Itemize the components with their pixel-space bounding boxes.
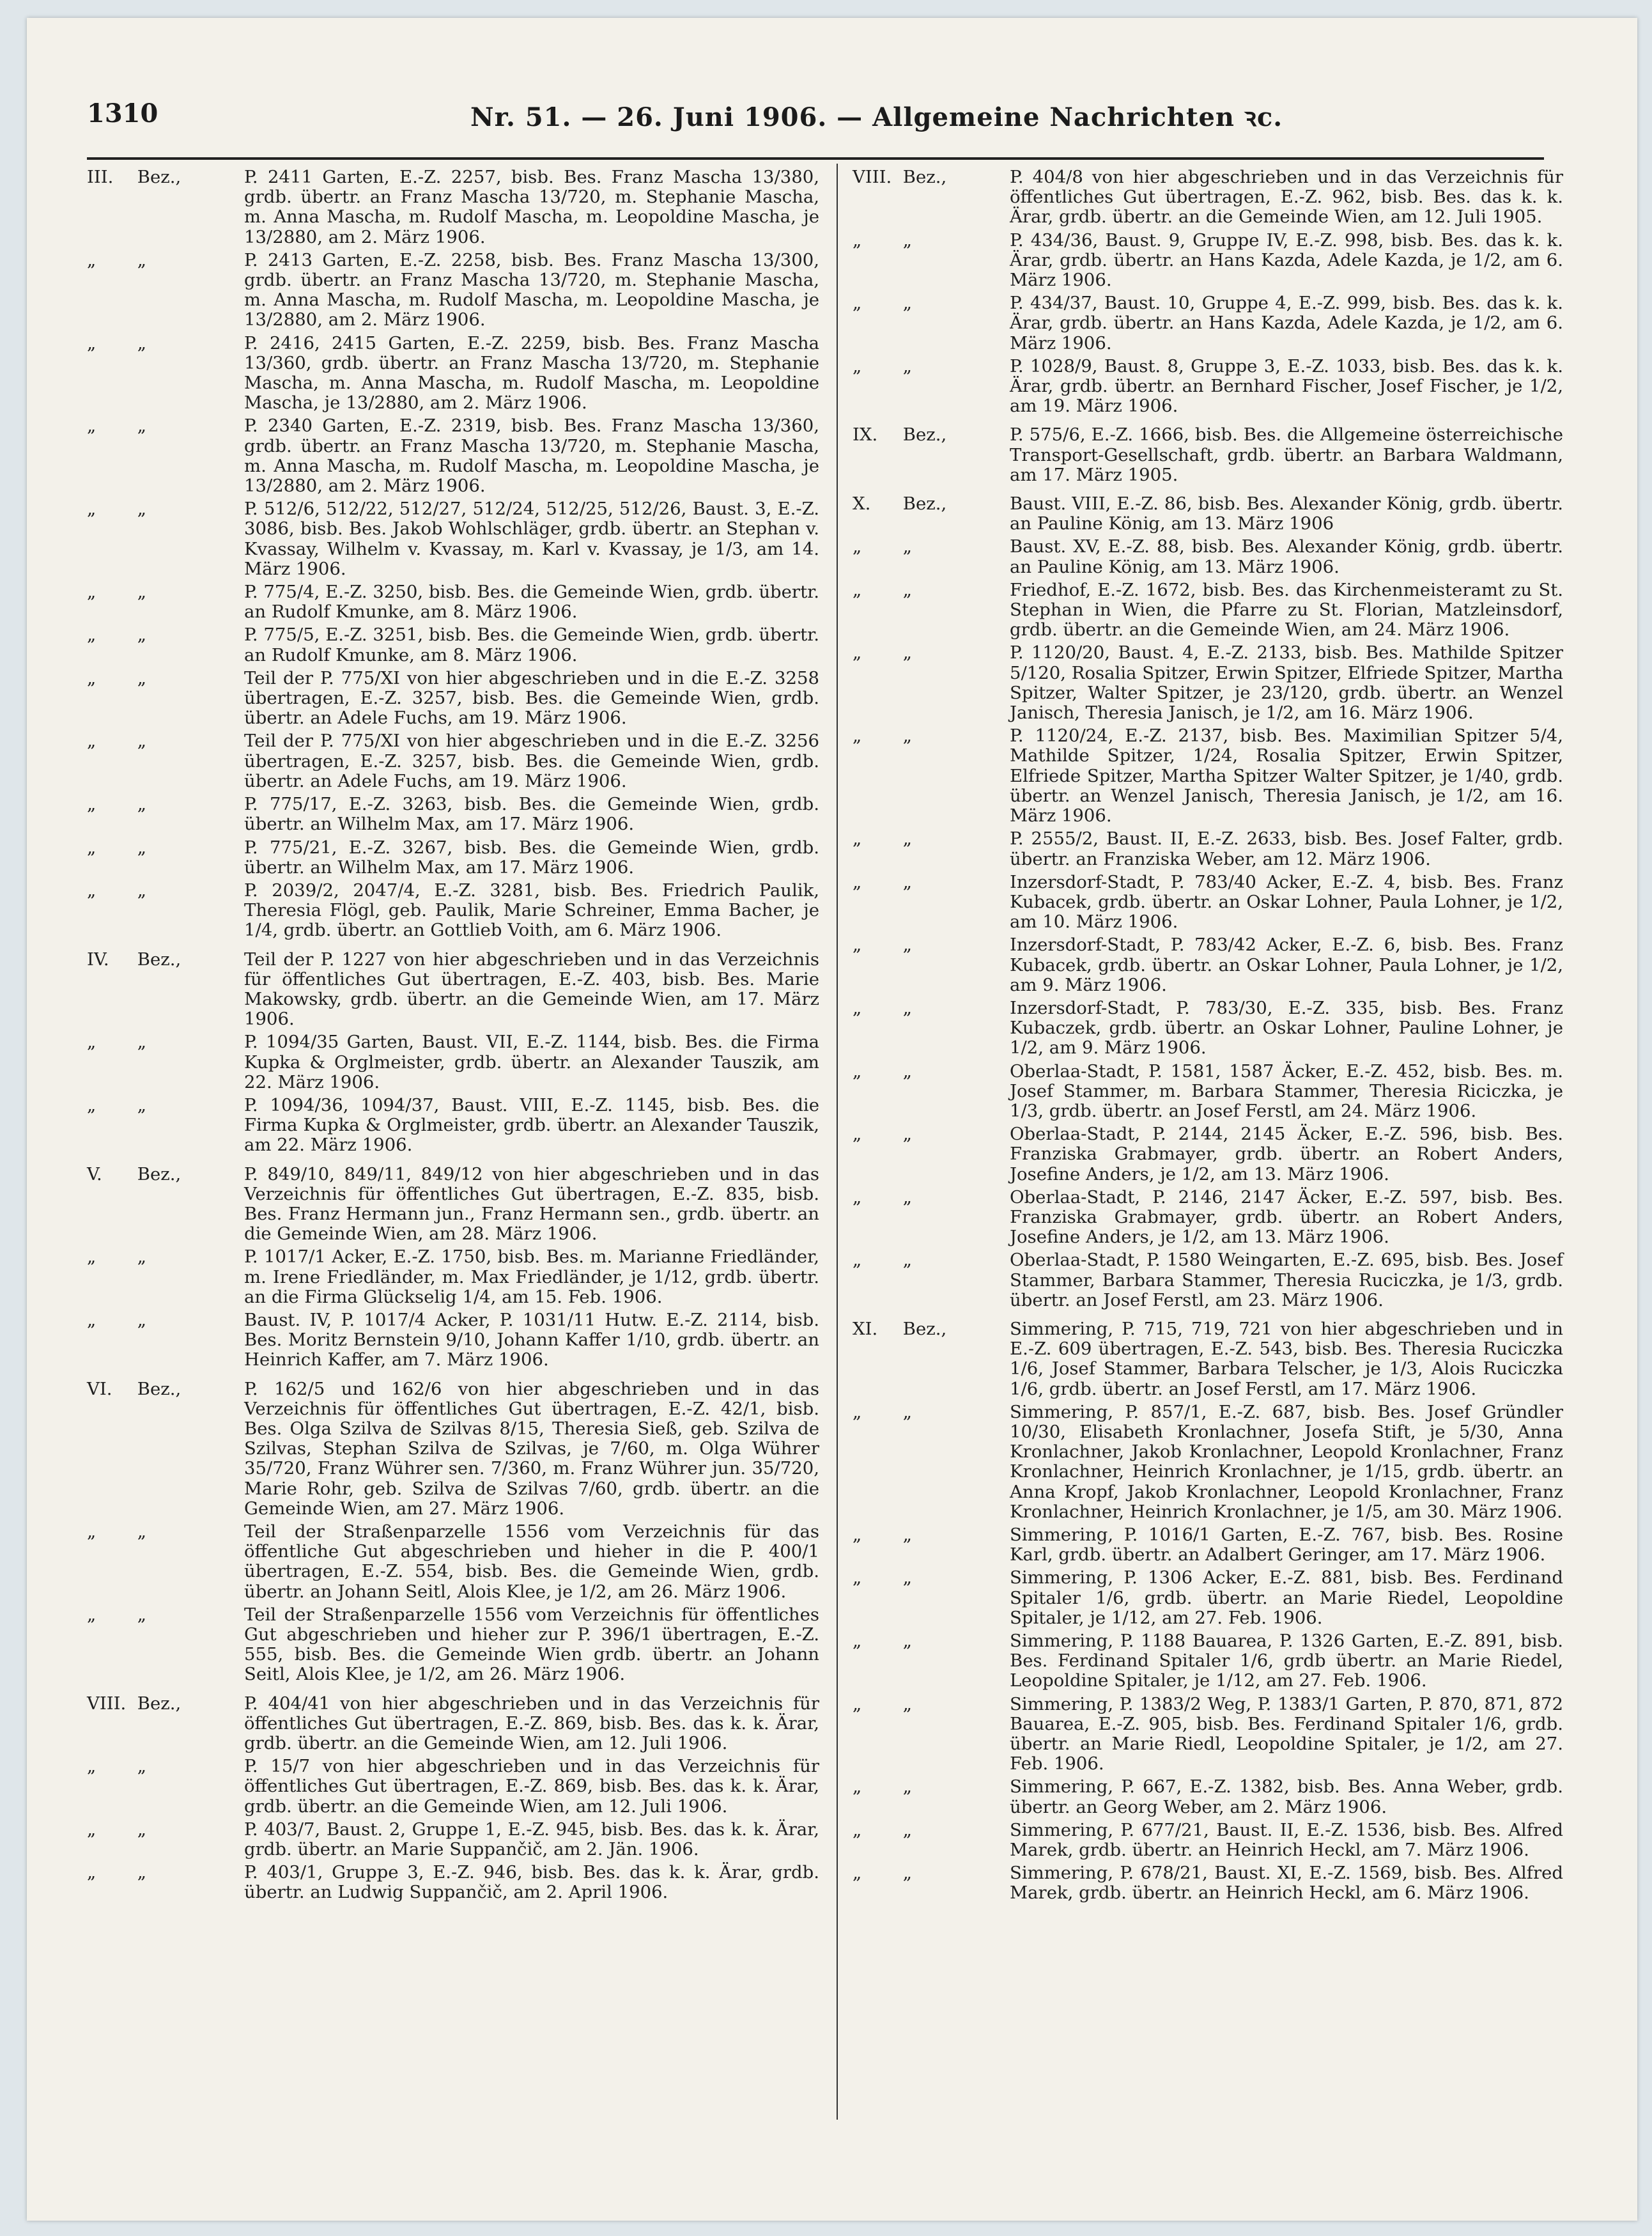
- entry-text: Teil der P. 1227 von hier abgeschrieben und in das Verzeichnis für öffentliches Gut übertragen, E.-Z. 403, bisb. Bes. Marie Makowsky, grdb. übertr. an die Gemeinde Wien, am 17. März 1906.: [244, 949, 819, 1030]
- entry-text: Oberlaa-Stadt, P. 1580 Weingarten, E.-Z. 695, bisb. Bes. Josef Stammer, Barbara Stammer, Theresia Ruciczka, je 1/3, grdb. übertr. an Josef Ferstl, am 23. März 1906.: [1010, 1250, 1563, 1310]
- district-numeral: „: [853, 828, 862, 850]
- entry-text: P. 2555/2, Baust. II, E.-Z. 2633, bisb. Bes. Josef Falter, grdb. übertr. an Franziska Weber, am 12. März 1906.: [1010, 828, 1563, 869]
- entry-text: Simmering, P. 1306 Acker, E.-Z. 881, bisb. Bes. Ferdinand Spitaler 1/6, grdb. übertr. an Marie Riedel, Leopoldine Spitaler, je 1/12, am 27. Feb. 1906.: [1010, 1567, 1563, 1628]
- district-numeral: „: [87, 332, 96, 353]
- register-entry: [87, 416, 819, 496]
- register-entry: [87, 950, 819, 1030]
- district-numeral: „: [853, 642, 862, 664]
- entry-text: P. 15/7 von hier abgeschrieben und in das Verzeichnis für öffentliches Gut übertragen, E.-Z. 869, bisb. Bes. das k. k. Ärar, grdb. übertr. an die Gemeinde Wien, am 12. Juli 1906.: [244, 1756, 819, 1817]
- entry-district: [853, 1863, 1003, 1883]
- district-marker: „: [132, 1094, 146, 1115]
- entry-text: Teil der Straßenparzelle 1556 vom Verzeichnis für öffentliches Gut abgeschrieben und hieher zur P. 396/1 übertragen, E.-Z. 555, bisb. Bes. die Gemeinde Wien grdb. übertr. an Johann Seitl, Alois Klee, je 1/2, am 26. März 1906.: [244, 1604, 819, 1685]
- district-marker: „: [897, 1124, 912, 1145]
- district-marker: Bez.,: [897, 493, 947, 515]
- entry-district: [853, 935, 1003, 955]
- district-numeral: „: [853, 355, 862, 377]
- entry-district: [853, 1188, 1003, 1207]
- header-rule: [87, 157, 1544, 160]
- district-marker: Bez.,: [897, 167, 947, 187]
- district-numeral: „: [853, 726, 862, 747]
- district-marker: „: [897, 935, 912, 956]
- district-marker: „: [897, 997, 912, 1018]
- entry-district: [87, 251, 238, 270]
- entry-district: [87, 1863, 238, 1883]
- district-marker: „: [132, 731, 146, 752]
- register-entry: [87, 499, 819, 579]
- district-numeral: „: [853, 1060, 862, 1082]
- register-entry: [87, 1522, 819, 1602]
- entry-text: P. 404/41 von hier abgeschrieben und in das Verzeichnis für öffentliches Gut übertragen, E.-Z. 869, bisb. Bes. das k. k. Ärar, grdb. übertr. an die Gemeinde Wien, am 12. Juli 1906.: [244, 1693, 819, 1754]
- entry-text: Inzersdorf-Stadt, P. 783/30, E.-Z. 335, bisb. Bes. Franz Kubaczek, grdb. übertr. an Oskar Lohner, Pauline Lohner, je 1/2, am 9. März 1906.: [1010, 997, 1563, 1059]
- district-numeral: „: [853, 997, 862, 1018]
- register-entry: [87, 1694, 819, 1754]
- register-entry: [87, 731, 819, 791]
- register-entry: [87, 1247, 819, 1307]
- register-entry: [87, 669, 819, 729]
- entry-district: [87, 499, 238, 519]
- entry-text: P. 434/36, Baust. 9, Gruppe IV, E.-Z. 998, bisb. Bes. das k. k. Ärar, grdb. übertr. an Hans Kazda, Adele Kazda, je 1/2, am 6. März 1906.: [1010, 229, 1563, 291]
- register-entry: [853, 494, 1563, 534]
- district-marker: „: [897, 642, 912, 664]
- entry-district: [87, 1694, 238, 1714]
- district-marker: „: [132, 249, 146, 270]
- district-marker: „: [132, 1604, 146, 1625]
- district-marker: „: [897, 828, 912, 850]
- page-number: 1310: [87, 98, 158, 128]
- district-numeral: „: [853, 1776, 862, 1797]
- district-marker: „: [897, 355, 912, 377]
- entry-text: P. 849/10, 849/11, 849/12 von hier abgeschrieben und in das Verzeichnis für öffentliches Gut übertragen, E.-Z. 835, bisb. Bes. Franz Hermann jun., Franz Hermann sen., grdb. übertr. an die Gemeinde Wien, am 28. März 1906.: [244, 1163, 819, 1245]
- entry-district: [87, 416, 238, 436]
- district-numeral: „: [87, 1862, 96, 1883]
- district-marker: „: [897, 293, 912, 314]
- district-marker: „: [897, 1693, 912, 1714]
- district-numeral: „: [87, 1094, 96, 1115]
- entry-text: Baust. XV, E.-Z. 88, bisb. Bes. Alexander König, grdb. übertr. an Pauline König, am 13. März 1906.: [1010, 536, 1563, 577]
- entry-text: Simmering, P. 1016/1 Garten, E.-Z. 767, bisb. Bes. Rosine Karl, grdb. übertr. an Adalbert Geringer, am 17. März 1906.: [1010, 1525, 1563, 1565]
- entry-text: Teil der P. 775/XI von hier abgeschrieben und in die E.-Z. 3256 übertragen, E.-Z. 3257, bisb. Bes. die Gemeinde Wien, grdb. übertr. an Adele Fuchs, am 19. März 1906.: [244, 731, 819, 791]
- district-marker: „: [132, 582, 146, 603]
- district-marker: „: [132, 415, 146, 437]
- entry-district: [87, 1310, 238, 1330]
- entry-text: P. 1094/35 Garten, Baust. VII, E.-Z. 1144, bisb. Bes. die Firma Kupka & Orglmeister, grdb. übertr. an Alexander Tauszik, am 22. März 1906.: [244, 1032, 819, 1092]
- entry-text: Teil der P. 775/XI von hier abgeschrieben und in die E.-Z. 3258 übertragen, E.-Z. 3257, bisb. Bes. die Gemeinde Wien, grdb. übertr. an Adele Fuchs, am 19. März 1906.: [244, 667, 819, 729]
- district-numeral: „: [87, 625, 96, 646]
- entry-text: P. 434/37, Baust. 10, Gruppe 4, E.-Z. 999, bisb. Bes. das k. k. Ärar, grdb. übertr. an Hans Kazda, Adele Kazda, je 1/2, am 6. März 1906.: [1010, 293, 1563, 353]
- district-numeral: „: [87, 1521, 96, 1542]
- entry-text: Friedhof, E.-Z. 1672, bisb. Bes. das Kirchenmeisteramt zu St. Stephan in Wien, die Pfarre zu St. Florian, Matzleinsdorf, grdb. übertr. an die Gemeinde Wien, am 24. März 1906.: [1010, 579, 1563, 641]
- district-numeral: „: [853, 1863, 862, 1884]
- entry-district: [87, 334, 238, 353]
- register-entry: [87, 795, 819, 834]
- district-marker: „: [132, 1309, 146, 1330]
- entry-text: P. 1094/36, 1094/37, Baust. VIII, E.-Z. 1145, bisb. Bes. die Firma Kupka & Orglmeister, grdb. übertr. an Alexander Tauszik, am 22. März 1906.: [244, 1094, 819, 1156]
- register-entry: [87, 1757, 819, 1817]
- register-entry: [853, 1777, 1563, 1817]
- page-header: [87, 95, 1538, 133]
- entry-district: [87, 1522, 238, 1542]
- entry-district: [853, 1631, 1003, 1651]
- district-numeral: „: [853, 935, 862, 956]
- district-numeral: „: [87, 1819, 96, 1840]
- district-numeral: IX.: [853, 424, 878, 446]
- district-marker: „: [132, 1819, 146, 1840]
- district-numeral: „: [853, 1819, 862, 1840]
- entry-district: [853, 1319, 1003, 1339]
- entry-text: P. 1120/24, E.-Z. 2137, bisb. Bes. Maximilian Spitzer 5/4, Mathilde Spitzer, 1/24, Rosalia Spitzer, Erwin Spitzer, Elfriede Spitzer, Martha Spitzer Walter Spitzer, je 1/40, grdb. übertr. an Wenzel Janisch, Theresia Janisch, je 1/2, am 16. März 1906.: [1010, 726, 1563, 827]
- entry-district: [853, 643, 1003, 663]
- entry-text: Simmering, P. 678/21, Baust. XI, E.-Z. 1569, bisb. Bes. Alfred Marek, grdb. übertr. an Heinrich Heckl, am 6. März 1906.: [1010, 1863, 1563, 1904]
- district-numeral: „: [853, 871, 862, 892]
- entry-district: [853, 1695, 1003, 1714]
- entry-text: Oberlaa-Stadt, P. 2144, 2145 Äcker, E.-Z. 596, bisb. Bes. Franziska Grabmayer, grdb. übertr. an Robert Anders, Josefine Anders, je 1/2, am 13. März 1906.: [1010, 1124, 1563, 1184]
- register-entry: [853, 1124, 1563, 1184]
- register-entry: [87, 625, 819, 665]
- district-numeral: „: [87, 582, 96, 603]
- entry-text: Simmering, P. 1188 Bauarea, P. 1326 Garten, E.-Z. 891, bisb. Bes. Ferdinand Spitaler 1/6, grdb übertr. an Marie Riedel, Leopoldine Spitaler, je 1/12, am 27. Feb. 1906.: [1010, 1631, 1563, 1691]
- district-marker: „: [132, 1032, 146, 1053]
- district-marker: „: [897, 1401, 912, 1422]
- district-marker: Bez.,: [132, 1378, 181, 1399]
- entry-district: [87, 881, 238, 901]
- entry-district: [853, 494, 1003, 514]
- district-marker: „: [132, 1246, 146, 1268]
- register-entry: [87, 838, 819, 878]
- entry-text: P. 775/4, E.-Z. 3250, bisb. Bes. die Gemeinde Wien, grdb. übertr. an Rudolf Kmunke, am 8. März 1906.: [244, 582, 819, 623]
- register-entry: [87, 1863, 819, 1902]
- entry-text: Baust. IV, P. 1017/4 Acker, P. 1031/11 Hutw. E.-Z. 2114, bisb. Bes. Moritz Bernstein 9/10, Johann Kaffer 1/10, grdb. übertr. an Heinrich Kaffer, am 7. März 1906.: [244, 1309, 819, 1370]
- district-numeral: „: [87, 249, 96, 270]
- entry-text: P. 1028/9, Baust. 8, Gruppe 3, E.-Z. 1033, bisb. Bes. das k. k. Ärar, grdb. übertr. an Bernhard Fischer, Josef Fischer, je 1/2, am 19. März 1906.: [1010, 355, 1563, 417]
- district-marker: „: [897, 1567, 912, 1588]
- register-entry: [853, 293, 1563, 353]
- district-marker: „: [897, 726, 912, 747]
- register-entry: [853, 873, 1563, 933]
- register-entry: [87, 1605, 819, 1685]
- district-numeral: V.: [87, 1163, 102, 1184]
- register-entry: [853, 1863, 1563, 1903]
- entry-district: [853, 537, 1003, 557]
- register-entry: [853, 829, 1563, 869]
- district-marker: „: [897, 1776, 912, 1797]
- register-entry: [853, 1062, 1563, 1122]
- entry-district: [87, 167, 238, 187]
- entry-text: P. 2340 Garten, E.-Z. 2319, bisb. Bes. Franz Mascha 13/360, grdb. übertr. an Franz Mascha 13/720, m. Stephanie Mascha, m. Anna Mascha, m. Rudolf Mascha, m. Leopoldine Mascha, je 13/2880, am 2. März 1906.: [244, 415, 819, 497]
- entry-text: Oberlaa-Stadt, P. 1581, 1587 Äcker, E.-Z. 452, bisb. Bes. m. Josef Stammer, m. Barbara Stammer, Theresia Riciczka, je 1/3, grdb. übertr. an Josef Ferstl, am 24. März 1906.: [1010, 1060, 1563, 1121]
- entry-text: P. 162/5 und 162/6 von hier abgeschrieben und in das Verzeichnis für öffentliches Gut übertragen, E.-Z. 42/1, bisb. Bes. Olga Szilva de Szilvas 8/15, Theresia Sieß, geb. Szilva de Szilvas, Stephan Szilva de Szilvas, je 7/60, m. Olga Wührer 35/720, Franz Wührer sen. 7/360, m. Franz Wührer jun. 35/720, Marie Rohr, geb. Szilva de Szilvas 7/60, grdb. übertr. an die Gemeinde Wien, am 27. März 1906.: [244, 1378, 819, 1519]
- entry-district: [853, 580, 1003, 600]
- district-marker: „: [132, 794, 146, 815]
- district-numeral: „: [87, 731, 96, 752]
- register-entry: [87, 1820, 819, 1859]
- register-entry: [87, 1310, 819, 1370]
- entry-district: [853, 1124, 1003, 1144]
- district-numeral: „: [87, 880, 96, 901]
- entry-district: [853, 167, 1003, 187]
- register-entry: [853, 425, 1563, 485]
- register-entry: [87, 1165, 819, 1245]
- district-marker: „: [897, 871, 912, 892]
- entry-district: [87, 1605, 238, 1625]
- entry-district: [87, 795, 238, 814]
- register-entry: [87, 1096, 819, 1156]
- entry-text: P. 2413 Garten, E.-Z. 2258, bisb. Bes. Franz Mascha 13/300, grdb. übertr. an Franz Mascha 13/720, m. Stephanie Mascha, m. Anna Mascha, m. Rudolf Mascha, m. Leopoldine Mascha, je 13/2880, am 2. März 1906.: [244, 249, 819, 330]
- entry-district: [87, 950, 238, 970]
- entry-district: [853, 1821, 1003, 1840]
- register-entry: [87, 1032, 819, 1092]
- district-numeral: „: [853, 1401, 862, 1422]
- district-marker: „: [897, 1250, 912, 1271]
- entry-text: Simmering, P. 667, E.-Z. 1382, bisb. Bes. Anna Weber, grdb. übertr. an Georg Weber, am 2. März 1906.: [1010, 1776, 1563, 1817]
- district-numeral: „: [853, 293, 862, 314]
- district-marker: „: [897, 229, 912, 251]
- entry-text: P. 2039/2, 2047/4, E.-Z. 3281, bisb. Bes. Friedrich Paulik, Theresia Flögl, geb. Paulik, Marie Schreiner, Emma Bacher, je 1/4, grdb. übertr. an Gottlieb Voith, am 6. März 1906.: [244, 880, 819, 941]
- entry-district: [87, 625, 238, 645]
- district-numeral: „: [87, 1756, 96, 1777]
- entry-text: P. 775/5, E.-Z. 3251, bisb. Bes. die Gemeinde Wien, grdb. übertr. an Rudolf Kmunke, am 8. März 1906.: [244, 625, 819, 665]
- entry-text: P. 404/8 von hier abgeschrieben und in das Verzeichnis für öffentliches Gut übertragen, E.-Z. 962, bisb. Bes. das k. k. Ärar, grdb. übertr. an die Gemeinde Wien, am 12. Juli 1905.: [1010, 167, 1563, 228]
- district-numeral: III.: [87, 167, 114, 187]
- district-numeral: „: [87, 837, 96, 858]
- district-marker: „: [132, 499, 146, 520]
- entry-text: Teil der Straßenparzelle 1556 vom Verzeichnis für das öffentliche Gut abgeschrieben und hieher in die P. 400/1 übertragen, E.-Z. 554, bisb. Bes. die Gemeinde Wien, grdb. übertr. an Johann Seitl, Alois Klee, je 1/2, am 26. März 1906.: [244, 1521, 819, 1602]
- district-numeral: VI.: [87, 1378, 112, 1399]
- register-entry: [853, 1695, 1563, 1774]
- district-marker: Bez.,: [897, 1318, 947, 1339]
- district-numeral: VIII.: [853, 167, 892, 187]
- district-numeral: „: [87, 415, 96, 437]
- entry-district: [87, 1379, 238, 1399]
- district-marker: „: [897, 1186, 912, 1207]
- register-entry: [853, 998, 1563, 1059]
- district-numeral: „: [853, 1567, 862, 1588]
- district-marker: „: [132, 880, 146, 901]
- entry-text: P. 2416, 2415 Garten, E.-Z. 2259, bisb. Bes. Franz Mascha 13/360, grdb. übertr. an Franz Mascha 13/720, m. Stephanie Mascha, m. Anna Mascha, m. Rudolf Mascha, m. Leopoldine Mascha, je 13/2880, am 2. März 1906.: [244, 332, 819, 414]
- district-marker: „: [132, 1521, 146, 1542]
- register-entry: [87, 334, 819, 414]
- entry-district: [87, 582, 238, 602]
- entry-district: [853, 1250, 1003, 1270]
- register-entry: [853, 1631, 1563, 1691]
- district-marker: „: [897, 1819, 912, 1840]
- district-marker: „: [132, 837, 146, 858]
- entry-text: Inzersdorf-Stadt, P. 783/40 Acker, E.-Z. 4, bisb. Bes. Franz Kubacek, grdb. übertr. an Oskar Lohner, Paula Lohner, je 1/2, am 10. März 1906.: [1010, 871, 1563, 933]
- entry-district: [87, 1247, 238, 1267]
- entry-text: P. 2411 Garten, E.-Z. 2257, bisb. Bes. Franz Mascha 13/380, grdb. übertr. an Franz Mascha 13/720, m. Stephanie Mascha, m. Anna Mascha, m. Rudolf Mascha, m. Leopoldine Mascha, je 13/2880, am 2. März 1906.: [244, 167, 819, 247]
- register-entry: [87, 251, 819, 330]
- register-entry: [853, 580, 1563, 641]
- register-entry: [853, 1821, 1563, 1860]
- district-marker: „: [897, 1863, 912, 1884]
- entry-text: Simmering, P. 857/1, E.-Z. 687, bisb. Bes. Josef Gründler 10/30, Elisabeth Kronlachner, Josefa Stift, je 5/30, Anna Kronlachner, Jakob Kronlachner, Leopold Kronlachner, Franz Kronlachner, Heinrich Kronlachner, je 1/15, grdb. übertr. an Anna Kropf, Jakob Kronlachner, Leopold Kronlachner, Franz Kronlachner, Heinrich Kronlachner, je 1/5, am 30. März 1906.: [1010, 1401, 1563, 1522]
- district-marker: Bez.,: [132, 1693, 181, 1714]
- district-marker: Bez.,: [132, 167, 181, 187]
- register-entry: [87, 582, 819, 622]
- district-numeral: „: [87, 667, 96, 688]
- register-entry: [853, 1319, 1563, 1399]
- right-column: [853, 167, 1563, 1907]
- entry-district: [853, 829, 1003, 849]
- register-entry: [853, 1525, 1563, 1565]
- entry-district: [853, 998, 1003, 1018]
- register-entry: [853, 1402, 1563, 1522]
- register-entry: [853, 357, 1563, 417]
- district-numeral: „: [87, 1246, 96, 1268]
- entry-district: [87, 1165, 238, 1184]
- district-numeral: „: [87, 1309, 96, 1330]
- register-entry: [87, 1379, 819, 1519]
- entry-text: P. 775/21, E.-Z. 3267, bisb. Bes. die Gemeinde Wien, grdb. übertr. an Wilhelm Max, am 17. März 1906.: [244, 837, 819, 878]
- district-marker: Bez.,: [132, 949, 181, 970]
- entry-district: [853, 357, 1003, 377]
- district-numeral: „: [853, 1186, 862, 1207]
- entry-district: [853, 726, 1003, 746]
- column-divider: [837, 164, 838, 2120]
- district-marker: „: [897, 579, 912, 600]
- district-marker: „: [132, 625, 146, 646]
- entry-text: P. 1120/20, Baust. 4, E.-Z. 2133, bisb. Bes. Mathilde Spitzer 5/120, Rosalia Spitzer, Erwin Spitzer, Elfriede Spitzer, Martha Spitzer, Walter Spitzer, je 23/120, grdb. übertr. an Wenzel Janisch, Theresia Janisch, je 1/2, am 16. März 1906.: [1010, 642, 1563, 724]
- register-entry: [853, 1568, 1563, 1628]
- entry-district: [853, 425, 1003, 445]
- entry-district: [87, 1757, 238, 1776]
- entry-text: P. 775/17, E.-Z. 3263, bisb. Bes. die Gemeinde Wien, grdb. übertr. an Wilhelm Max, am 17. März 1906.: [244, 794, 819, 835]
- district-numeral: „: [853, 1631, 862, 1652]
- district-numeral: „: [853, 536, 862, 557]
- entry-district: [853, 293, 1003, 313]
- district-numeral: XI.: [853, 1318, 878, 1339]
- district-marker: Bez.,: [132, 1163, 181, 1184]
- entry-district: [87, 1820, 238, 1840]
- entry-district: [853, 1062, 1003, 1082]
- register-entry: [87, 881, 819, 941]
- district-marker: „: [132, 332, 146, 353]
- district-numeral: „: [853, 1124, 862, 1145]
- district-numeral: „: [853, 1250, 862, 1271]
- district-marker: Bez.,: [897, 424, 947, 446]
- district-numeral: „: [853, 229, 862, 251]
- entry-district: [87, 838, 238, 858]
- entry-district: [853, 1568, 1003, 1588]
- entry-text: P. 512/6, 512/22, 512/27, 512/24, 512/25, 512/26, Baust. 3, E.-Z. 3086, bisb. Bes. Jakob Wohlschläger, grdb. übertr. an Stephan v. Kvassay, Wilhelm v. Kvassay, m. Karl v. Kvassay, je 1/3, am 14. März 1906.: [244, 499, 819, 579]
- district-marker: „: [132, 667, 146, 688]
- district-numeral: VIII.: [87, 1693, 127, 1714]
- entry-text: Simmering, P. 1383/2 Weg, P. 1383/1 Garten, P. 870, 871, 872 Bauarea, E.-Z. 905, bisb. Bes. Ferdinand Spitaler 1/6, grdb. übertr. an Marie Riedl, Leopoldine Spitaler, je 1/2, am 27. Feb. 1906.: [1010, 1693, 1563, 1774]
- district-numeral: X.: [853, 493, 871, 515]
- register-entry: [87, 167, 819, 247]
- district-marker: „: [897, 1060, 912, 1082]
- district-marker: „: [897, 1525, 912, 1545]
- entry-text: P. 575/6, E.-Z. 1666, bisb. Bes. die Allgemeine österreichische Transport-Gesellschaft, grdb. übertr. an Barbara Waldmann, am 17. März 1905.: [1010, 424, 1563, 485]
- register-entry: [853, 643, 1563, 723]
- district-numeral: „: [853, 1693, 862, 1714]
- register-entry: [853, 1188, 1563, 1248]
- left-column: [87, 167, 819, 1906]
- district-numeral: „: [87, 1604, 96, 1625]
- entry-district: [853, 1525, 1003, 1545]
- entry-district: [853, 873, 1003, 892]
- district-numeral: „: [853, 1525, 862, 1545]
- district-numeral: IV.: [87, 949, 109, 970]
- entry-text: Oberlaa-Stadt, P. 2146, 2147 Äcker, E.-Z. 597, bisb. Bes. Franziska Grabmayer, grdb. übertr. an Robert Anders, Josefine Anders, je 1/2, am 13. März 1906.: [1010, 1186, 1563, 1248]
- entry-district: [87, 1096, 238, 1115]
- district-numeral: „: [853, 579, 862, 600]
- entry-district: [87, 669, 238, 688]
- district-marker: „: [897, 536, 912, 557]
- entry-district: [87, 731, 238, 751]
- entry-text: P. 1017/1 Acker, E.-Z. 1750, bisb. Bes. m. Marianne Friedländer, m. Irene Friedländer, m. Max Friedländer, je 1/12, grdb. übertr. an die Firma Glückselig 1/4, am 15. Feb. 1906.: [244, 1246, 819, 1307]
- entry-text: Inzersdorf-Stadt, P. 783/42 Acker, E.-Z. 6, bisb. Bes. Franz Kubacek, grdb. übertr. an Oskar Lohner, Paula Lohner, je 1/2, am 9. März 1906.: [1010, 935, 1563, 995]
- entry-text: Simmering, P. 677/21, Baust. II, E.-Z. 1536, bisb. Bes. Alfred Marek, grdb. übertr. an Heinrich Heckl, am 7. März 1906.: [1010, 1819, 1563, 1861]
- district-numeral: „: [87, 499, 96, 520]
- register-entry: [853, 537, 1563, 577]
- entry-district: [853, 1402, 1003, 1422]
- entry-district: [87, 1032, 238, 1052]
- register-entry: [853, 167, 1563, 228]
- district-numeral: „: [87, 794, 96, 815]
- entry-text: P. 403/1, Gruppe 3, E.-Z. 946, bisb. Bes. das k. k. Ärar, grdb. übertr. an Ludwig Suppančič, am 2. April 1906.: [244, 1862, 819, 1903]
- district-marker: „: [897, 1631, 912, 1652]
- entry-text: Baust. VIII, E.-Z. 86, bisb. Bes. Alexander König, grdb. übertr. an Pauline König, am 13. März 1906: [1010, 493, 1563, 534]
- page-title: Nr. 51. — 26. Juni 1906. — Allgemeine Nachrichten ꝛc.: [470, 102, 1283, 132]
- register-entry: [853, 1250, 1563, 1310]
- entry-text: Simmering, P. 715, 719, 721 von hier abgeschrieben und in E.-Z. 609 übertragen, E.-Z. 543, bisb. Bes. Theresia Ruciczka 1/6, Josef Stammer, Barbara Telscher, je 1/3, Alois Ruciczka 1/6, grdb. übertr. an Josef Ferstl, am 17. März 1906.: [1010, 1318, 1563, 1399]
- entry-text: P. 403/7, Baust. 2, Gruppe 1, E.-Z. 945, bisb. Bes. das k. k. Ärar, grdb. übertr. an Marie Suppančič, am 2. Jän. 1906.: [244, 1819, 819, 1860]
- district-marker: „: [132, 1756, 146, 1777]
- district-numeral: „: [87, 1032, 96, 1053]
- entry-district: [853, 1777, 1003, 1797]
- register-entry: [853, 726, 1563, 826]
- register-entry: [853, 231, 1563, 291]
- district-marker: „: [132, 1862, 146, 1883]
- register-entry: [853, 935, 1563, 995]
- entry-district: [853, 231, 1003, 251]
